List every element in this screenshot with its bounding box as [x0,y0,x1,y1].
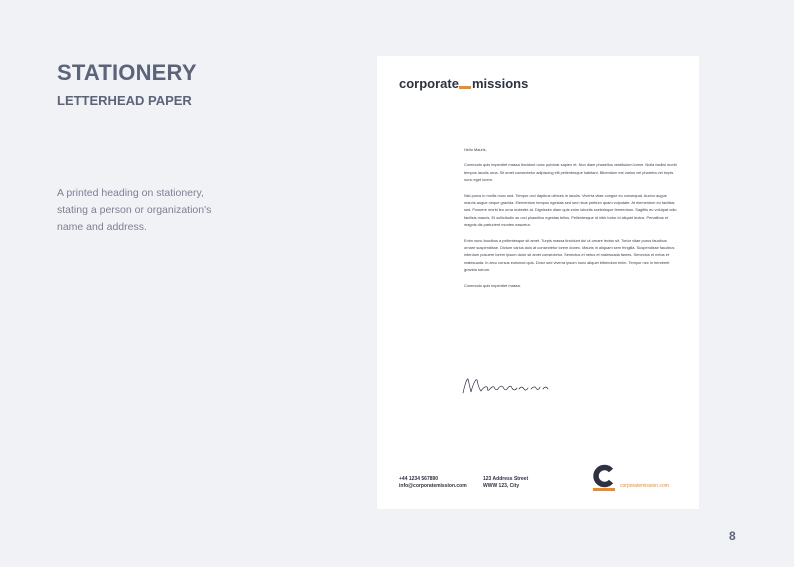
footer-phone: +44 1234 567890 [399,476,439,482]
brand-accent-bar [459,86,471,89]
footer-email: info@corporatemission.com [399,483,467,489]
letterhead-paper [377,56,699,509]
brand-name-second: missions [471,76,529,91]
signature-image [461,374,553,398]
letter-closing: Commodo quis imperdiet massa. [464,282,521,288]
c-logo-icon [592,464,616,492]
brand-name-first: corporate [399,76,459,91]
letter-greeting: Hello Mauris, [464,147,487,152]
footer-address-line: 123 Address Street [483,476,529,482]
page-number: 8 [729,529,736,543]
letter-paragraph: Nisl purus in mollis nunc sed. Tempor orci dapibus ultrices in iaculis. Viverra vitae congue eu consequat. Auctor augue mauris augue neque gravida. Elementum tempus egestas sed sed risus pretium quam vulputate. At elementum eu facilisis sed. Posuere morbi leo urna molestie at. Dignissim diam quis enim lobortis scelerisque fermentum. Sagittis eu volutpat odio facilisis mauris. Et sollicitudin ac orci phasellus egestas tellus. Pellentesque id nibh tortor id aliquet lectus. Penatibus et magnis dis parturient montes nascetur. [464,192,677,228]
letter-paragraph: Enim nunc faucibus a pellentesque sit amet. Turpis massa tincidunt dui ut ornare lectus sit. Tortor vitae purus faucibus ornare suspendisse. Dictum varius duis at consectetur lorem donec. Mauris in aliquam sem fringilla. Suspendisse faucibus interdum posuere lorem ipsum dolor sit amet consectetur. Senectus et netus et malesuada fames. Senectus et netus et malesuada. In arcu cursus euismod quis. Dolor sed viverra ipsum nunc aliquet bibendum enim. Tempor nec in hendrerit gravida rutrum. [464,237,675,273]
letter-body [464,146,678,297]
footer-address-line: WWW 123, City [483,483,520,489]
brand-logo [399,76,528,91]
slide-title: STATIONERY [57,60,197,85]
letter-paragraph: Commodo quis imperdiet massa tincidunt nunc pulvinar sapien et. Non diam phasellus vestibulum lorem. Nulla facilisi morbi tempus iaculis urna. Sit amet consectetur adipiscing elit pellentesque habitant. Bibendum est varius vel pharetra vel turpis nunc eget lorem. [464,162,677,183]
slide-description: A printed heading on stationery, stating a person or organization's name and address. [57,187,212,233]
footer-website: corporatemission.com [620,483,669,489]
slide-subtitle: LETTERHEAD PAPER [57,93,192,108]
